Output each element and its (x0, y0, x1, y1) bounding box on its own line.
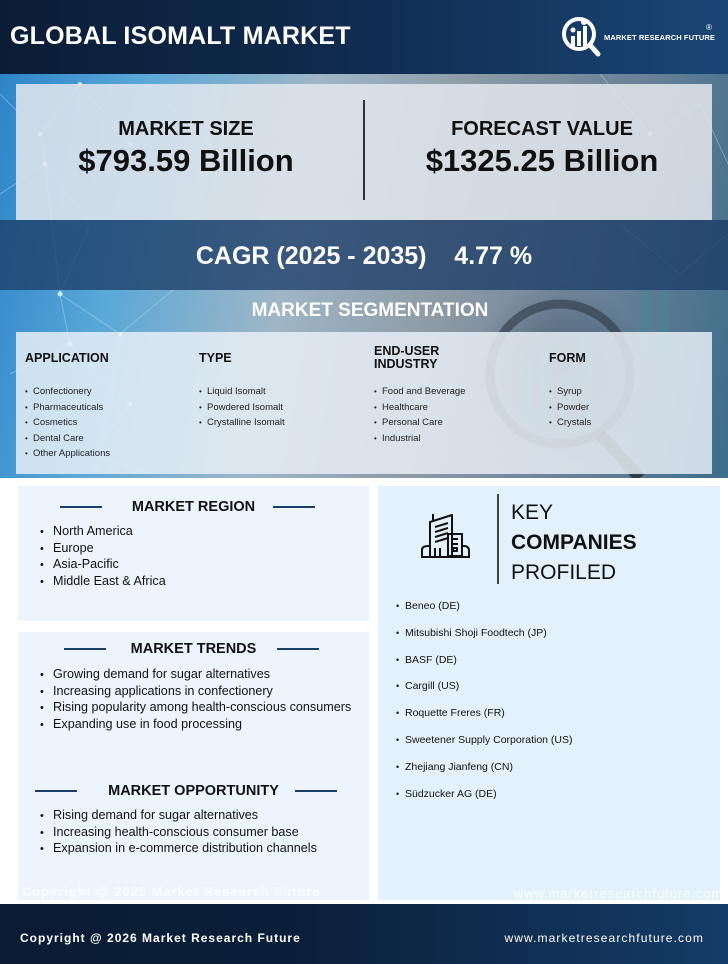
segment-item: • Food and Beverage (374, 384, 544, 400)
region-list (40, 524, 166, 590)
heading-rule-right (295, 790, 337, 792)
segmentation-card (16, 332, 712, 474)
market-region-title: MARKET REGION (131, 499, 256, 515)
segment-item: • Confectionery (25, 384, 195, 400)
segment-heading: TYPE (199, 350, 232, 365)
footer-website-link[interactable]: www.marketresearchfuture.com (504, 931, 704, 945)
company-item: • Sweetener Supply Corporation (US) (396, 734, 573, 761)
trend-item: • Expanding use in food processing (40, 717, 351, 734)
title-line-profiled: PROFILED (511, 561, 617, 584)
segment-item: • Syrup (549, 384, 719, 400)
company-item: • Zhejiang Jianfeng (CN) (396, 761, 573, 788)
hero-section (0, 74, 728, 478)
forecast-label: FORECAST VALUE (451, 118, 633, 140)
company-item: • Beneo (DE) (396, 600, 573, 627)
key-companies-panel (378, 486, 724, 901)
market-size-block (16, 118, 356, 179)
segment-item: • Healthcare (374, 400, 544, 416)
registered-mark: ® (706, 23, 712, 32)
opportunity-item: • Expansion in e-commerce distribution channels (40, 841, 317, 858)
copyright-watermark: Copyright @ 2025 Market Research Future (22, 885, 321, 899)
opportunity-list (40, 808, 317, 858)
page-title: GLOBAL ISOMALT MARKET (10, 22, 351, 50)
market-trends-title: MARKET TRENDS (130, 641, 257, 657)
segment-item: • Crystalline Isomalt (199, 415, 369, 431)
heading-rule-right (273, 506, 315, 508)
segment-heading (374, 344, 544, 372)
market-size-value: $793.59 Billion (78, 143, 294, 178)
segment-heading-text: END-USER INDUSTRY (374, 344, 440, 371)
opportunity-item: • Rising demand for sugar alternatives (40, 808, 317, 825)
market-size-label: MARKET SIZE (118, 118, 254, 140)
segment-item: • Cosmetics (25, 415, 195, 431)
cagr-band (0, 220, 728, 290)
heading-rule-right (277, 648, 319, 650)
title-line-companies: COMPANIES (511, 531, 637, 554)
segment-heading: APPLICATION (25, 350, 109, 365)
region-item: • Middle East & Africa (40, 574, 166, 591)
trend-item: • Increasing applications in confectionery (40, 684, 351, 701)
company-item: • Cargill (US) (396, 680, 573, 707)
segment-item: • Liquid Isomalt (199, 384, 369, 400)
header-banner (0, 0, 728, 74)
segment-item: • Powdered Isomalt (199, 400, 369, 416)
segment-heading: FORM (549, 350, 586, 365)
region-item: • North America (40, 524, 166, 541)
segment-item: • Other Applications (25, 446, 195, 462)
segment-form (549, 344, 719, 431)
segment-item: • Dental Care (25, 431, 195, 447)
company-item: • Roquette Freres (FR) (396, 707, 573, 734)
opportunity-item: • Increasing health-conscious consumer base (40, 825, 317, 842)
title-line-key: KEY (511, 501, 554, 524)
trend-item: • Growing demand for sugar alternatives (40, 667, 351, 684)
segment-application (25, 344, 195, 462)
region-item: • Europe (40, 541, 166, 558)
key-companies-title (511, 498, 637, 588)
segment-item: • Personal Care (374, 415, 544, 431)
stats-divider (363, 100, 365, 200)
market-region-panel (18, 486, 369, 621)
region-item: • Asia-Pacific (40, 557, 166, 574)
magnifier-chart-logo-icon (560, 14, 604, 60)
logo-text: MARKET RESEARCH FUTURE (604, 33, 715, 42)
market-stats-card (16, 84, 712, 220)
segmentation-title: MARKET SEGMENTATION (251, 300, 489, 321)
footer-bar (0, 904, 728, 964)
office-building-icon (418, 510, 472, 562)
company-item: • BASF (DE) (396, 654, 573, 681)
market-trends-panel (18, 632, 369, 900)
company-list (396, 600, 573, 814)
segment-item: • Powder (549, 400, 719, 416)
company-item: • Mitsubishi Shoji Foodtech (JP) (396, 627, 573, 654)
title-divider (497, 494, 499, 584)
brand-logo[interactable] (560, 14, 720, 60)
segment-type (199, 344, 369, 431)
forecast-value-block (372, 118, 712, 179)
segment-item: • Crystals (549, 415, 719, 431)
trends-list (40, 667, 351, 733)
trend-item: • Rising popularity among health-conscious consumers (40, 700, 351, 717)
forecast-value: $1325.25 Billion (425, 143, 659, 178)
market-opportunity-title: MARKET OPPORTUNITY (108, 783, 279, 799)
footer-copyright: Copyright @ 2026 Market Research Future (20, 931, 301, 945)
segment-item: • Pharmaceuticals (25, 400, 195, 416)
company-item: • Südzucker AG (DE) (396, 788, 573, 815)
segment-end-user-industry (374, 344, 544, 446)
cagr-text: CAGR (2025 - 2035) 4.77 % (195, 242, 533, 270)
url-watermark: www.marketresearchfuture.com (514, 887, 724, 901)
segment-item: • Industrial (374, 431, 544, 447)
